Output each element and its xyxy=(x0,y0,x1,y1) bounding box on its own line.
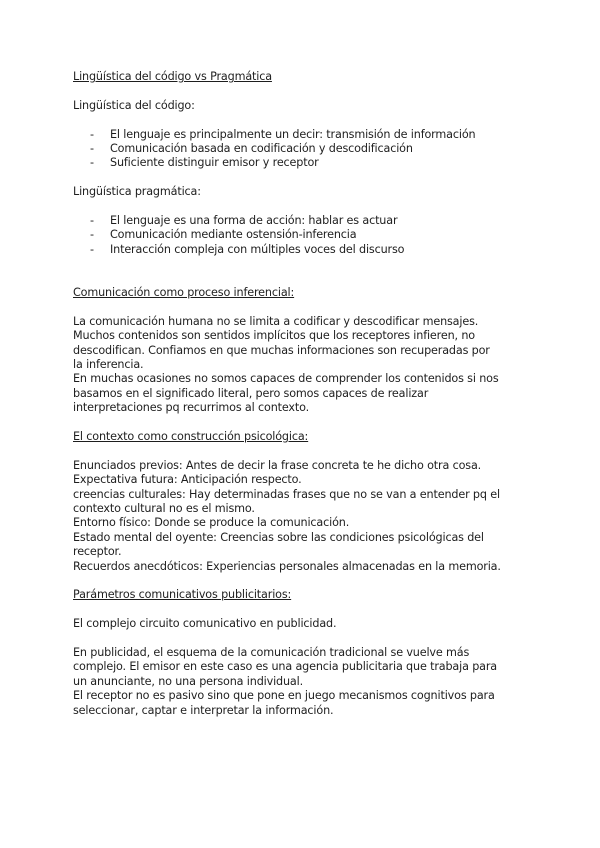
bullet-marker: - xyxy=(90,156,94,170)
list-item: - Suficiente distinguir emisor y receptor xyxy=(90,156,319,170)
paragraph-line: Expectativa futura: Anticipación respecto. xyxy=(73,473,302,487)
paragraph-line: creencias culturales: Hay determinadas frases que no se van a entender pq el xyxy=(73,487,500,501)
paragraph-line: En publicidad, el esquema de la comunicación tradicional se vuelve más xyxy=(73,646,470,660)
bullet-marker: - xyxy=(90,127,94,141)
codigo-heading: Lingüística del código: xyxy=(73,98,195,112)
paragraph-line: Estado mental del oyente: Creencias sobre las condiciones psicológicas del xyxy=(73,530,484,544)
parametros-heading: Parámetros comunicativos publicitarios: xyxy=(73,588,292,602)
list-item: - Interacción compleja con múltiples voces del discurso xyxy=(90,242,405,256)
paragraph-line: En muchas ocasiones no somos capaces de comprender los contenidos si nos xyxy=(73,372,499,386)
bullet-marker: - xyxy=(90,242,94,256)
paragraph-line: interpretaciones pq recurrimos al contexto. xyxy=(73,401,310,415)
contexto-heading: El contexto como construcción psicológica: xyxy=(73,430,309,444)
paragraph-line: El receptor no es pasivo sino que pone en juego mecanismos cognitivos para xyxy=(73,689,495,703)
document-page xyxy=(73,70,543,718)
pragmatica-heading: Lingüística pragmática: xyxy=(73,185,201,199)
contexto-paragraph xyxy=(73,459,543,574)
paragraph-line: la inferencia. xyxy=(73,358,144,372)
paragraph-line: La comunicación humana no se limita a codificar y descodificar mensajes. xyxy=(73,314,479,328)
pragmatica-bullet-list xyxy=(73,214,543,257)
document-title: Lingüística del código vs Pragmática xyxy=(73,70,272,83)
paragraph-line: receptor. xyxy=(73,545,122,559)
bullet-marker: - xyxy=(90,214,94,227)
paragraph-line: un anunciante, no una persona individual. xyxy=(73,674,303,688)
paragraph-line: contexto cultural no es el mismo. xyxy=(73,502,255,516)
paragraph-line: seleccionar, captar e interpretar la información. xyxy=(73,703,334,717)
paragraph-line: Entorno físico: Donde se produce la comunicación. xyxy=(73,516,350,530)
paragraph-line: descodifican. Confiamos en que muchas informaciones son recuperadas por xyxy=(73,343,490,357)
paragraph-line: Muchos contenidos son sentidos implícitos que los receptores infieren, no xyxy=(73,329,475,343)
list-item: - Comunicación basada en codificación y descodificación xyxy=(90,142,413,155)
paragraph-line: Recuerdos anecdóticos: Experiencias personales almacenadas en la memoria. xyxy=(73,559,501,573)
list-item: - Comunicación mediante ostensión-inferencia xyxy=(90,228,357,242)
paragraph-line: Enunciados previos: Antes de decir la frase concreta te he dicho otra cosa. xyxy=(73,458,482,472)
parametros-intro: El complejo circuito comunicativo en publicidad. xyxy=(73,617,337,631)
bullet-marker: - xyxy=(90,228,94,242)
paragraph-line: complejo. El emisor en este caso es una agencia publicitaria que trabaja para xyxy=(73,660,498,674)
list-item: - El lenguaje es principalmente un decir: transmisión de información xyxy=(90,127,476,141)
inferencial-paragraph xyxy=(73,315,543,416)
list-item: - El lenguaje es una forma de acción: hablar es actuar xyxy=(90,214,398,227)
paragraph-line: basamos en el significado literal, pero somos capaces de realizar xyxy=(73,386,429,400)
parametros-paragraph xyxy=(73,646,543,718)
bullet-marker: - xyxy=(90,142,94,155)
inferencial-heading: Comunicación como proceso inferencial: xyxy=(73,286,295,300)
codigo-bullet-list xyxy=(73,128,543,171)
